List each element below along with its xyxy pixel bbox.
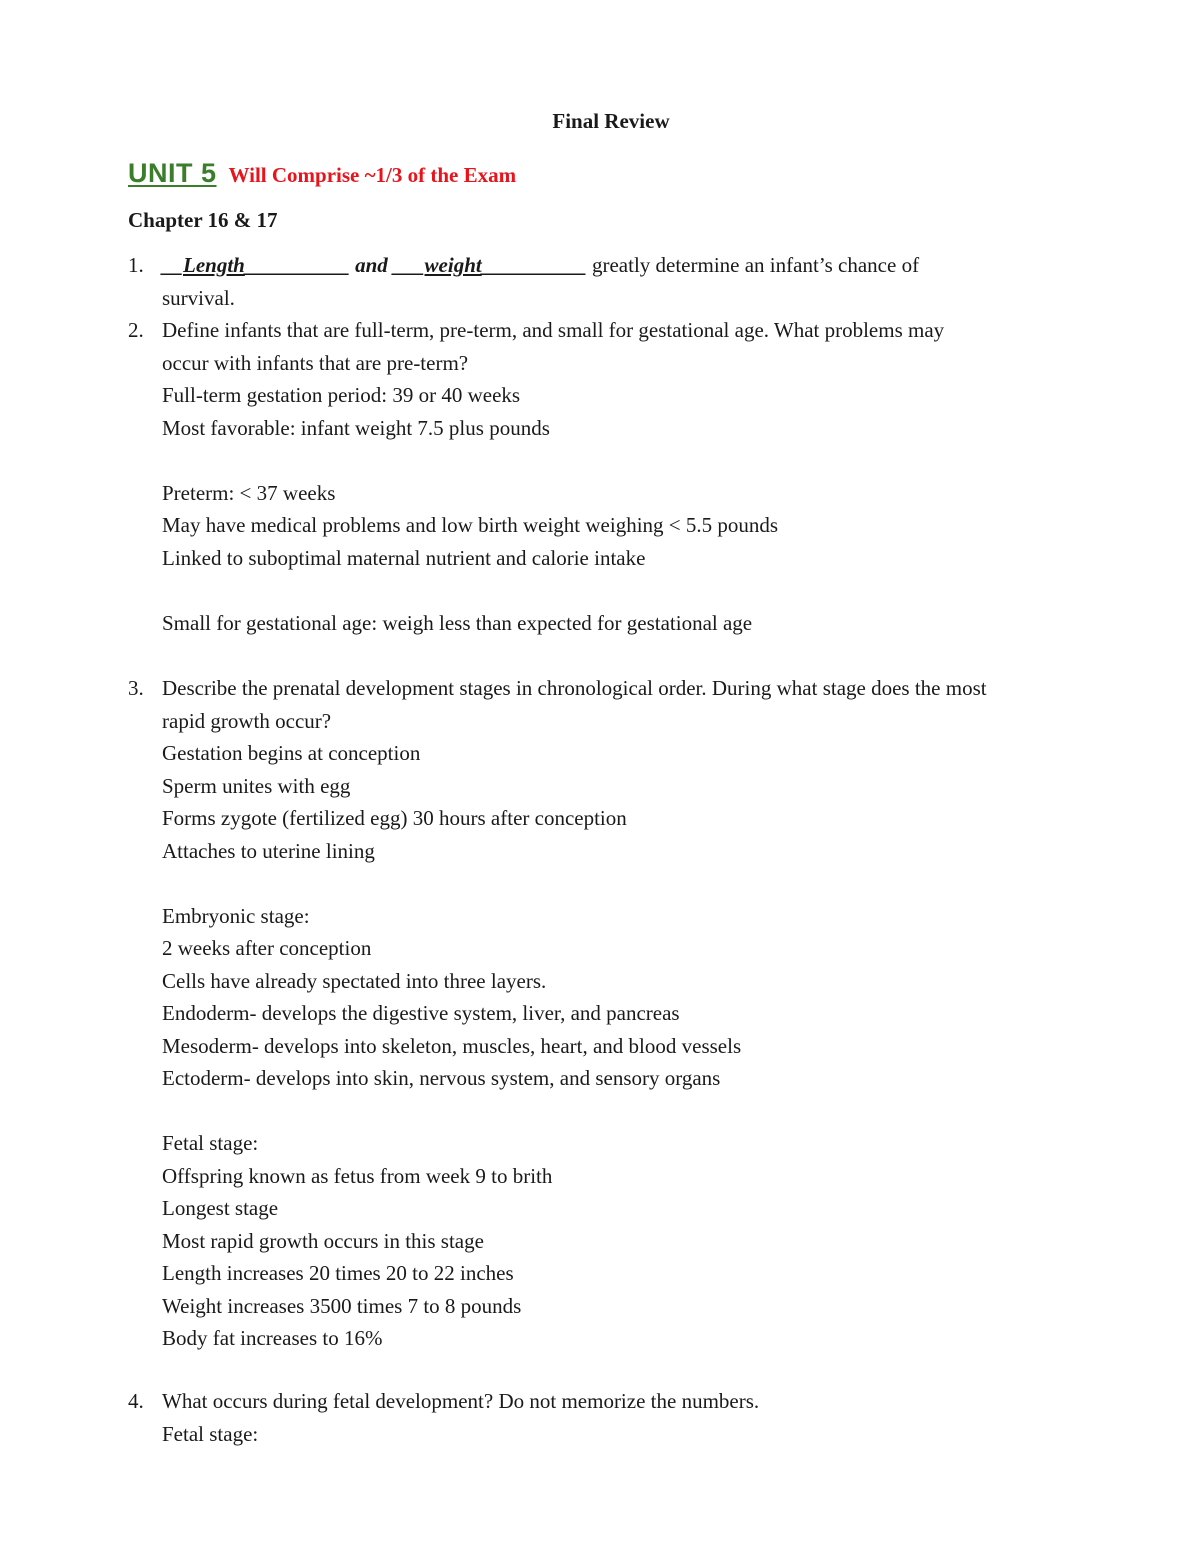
- question-line: What occurs during fetal development? Do not memorize the numbers.: [162, 1389, 760, 1413]
- answer-line: Small for gestational age: weigh less than expected for gestational age: [162, 610, 753, 635]
- unit-label: UNIT 5: [128, 158, 217, 188]
- question-line: Define infants that are full-term, pre-term, and small for gestational age. What problems may: [162, 318, 945, 342]
- answer-line: Fetal stage:: [162, 1131, 259, 1155]
- question-text-rest: greatly determine an infant’s chance of: [591, 253, 920, 277]
- question-3: [162, 672, 1142, 1355]
- question-number: 3.: [128, 676, 144, 700]
- answer-line: Forms zygote (fertilized egg) 30 hours after conception: [162, 806, 627, 830]
- answer-line: Preterm: < 37 weeks: [162, 480, 336, 505]
- blank-suffix: __________: [481, 253, 587, 277]
- blank-prefix: __: [162, 253, 183, 277]
- question-line: rapid growth occur?: [162, 708, 332, 733]
- question-line: survival.: [162, 285, 235, 310]
- answer-line: Fetal stage:: [162, 1421, 259, 1446]
- question-number: 4.: [128, 1389, 144, 1413]
- answer-line: Length increases 20 times 20 to 22 inches: [162, 1261, 514, 1285]
- document-title: Final Review: [552, 109, 670, 133]
- answer-line: Mesoderm- develops into skeleton, muscles, heart, and blood vessels: [162, 1033, 742, 1058]
- question-number: 2.: [128, 318, 144, 342]
- answer-line: Full-term gestation period: 39 or 40 weeks: [162, 383, 521, 407]
- answer-line: Ectoderm- develops into skin, nervous system, and sensory organs: [162, 1066, 721, 1090]
- unit-heading: [128, 156, 516, 195]
- question-number: 1.: [128, 253, 144, 277]
- question-line: occur with infants that are pre-term?: [162, 350, 469, 375]
- answer-line: 2 weeks after conception: [162, 936, 372, 960]
- question-1: [162, 249, 1142, 314]
- answer-line: Body fat increases to 16%: [162, 1326, 383, 1350]
- answer-line: Offspring known as fetus from week 9 to brith: [162, 1163, 553, 1188]
- blank-line: [162, 574, 1142, 607]
- chapter-heading: Chapter 16 & 17: [128, 208, 278, 232]
- answer-line: Longest stage: [162, 1196, 279, 1220]
- answer-line: Embryonic stage:: [162, 903, 310, 928]
- blank-prefix: ___: [393, 253, 425, 277]
- answer-line: Attaches to uterine lining: [162, 838, 375, 863]
- question-text: [162, 249, 1142, 282]
- connector-word: and: [355, 253, 388, 277]
- question-line: Describe the prenatal development stages in chronological order. During what stage does the most: [162, 676, 987, 700]
- answer-line: Weight increases 3500 times 7 to 8 pounds: [162, 1293, 522, 1318]
- answer-line: May have medical problems and low birth weight weighing < 5.5 pounds: [162, 513, 779, 537]
- answer-line: Sperm unites with egg: [162, 773, 351, 798]
- answer-line: Cells have already spectated into three layers.: [162, 968, 547, 993]
- answer-line: Most favorable: infant weight 7.5 plus pounds: [162, 415, 550, 440]
- answer-line: Most rapid growth occurs in this stage: [162, 1228, 484, 1253]
- blank-answer-weight: weight: [424, 253, 482, 277]
- blank-line: [162, 444, 1142, 477]
- answer-line: Endoderm- develops the digestive system, liver, and pancreas: [162, 1001, 680, 1025]
- blank-answer-length: Length: [183, 253, 245, 277]
- blank-line: [162, 867, 1142, 900]
- blank-suffix: __________: [244, 253, 350, 277]
- answer-line: Linked to suboptimal maternal nutrient and calorie intake: [162, 545, 646, 570]
- question-4: [162, 1385, 1142, 1450]
- question-2: [162, 314, 1142, 639]
- answer-line: Gestation begins at conception: [162, 741, 421, 765]
- blank-line: [162, 1095, 1142, 1128]
- unit-note: Will Comprise ~1/3 of the Exam: [228, 163, 517, 187]
